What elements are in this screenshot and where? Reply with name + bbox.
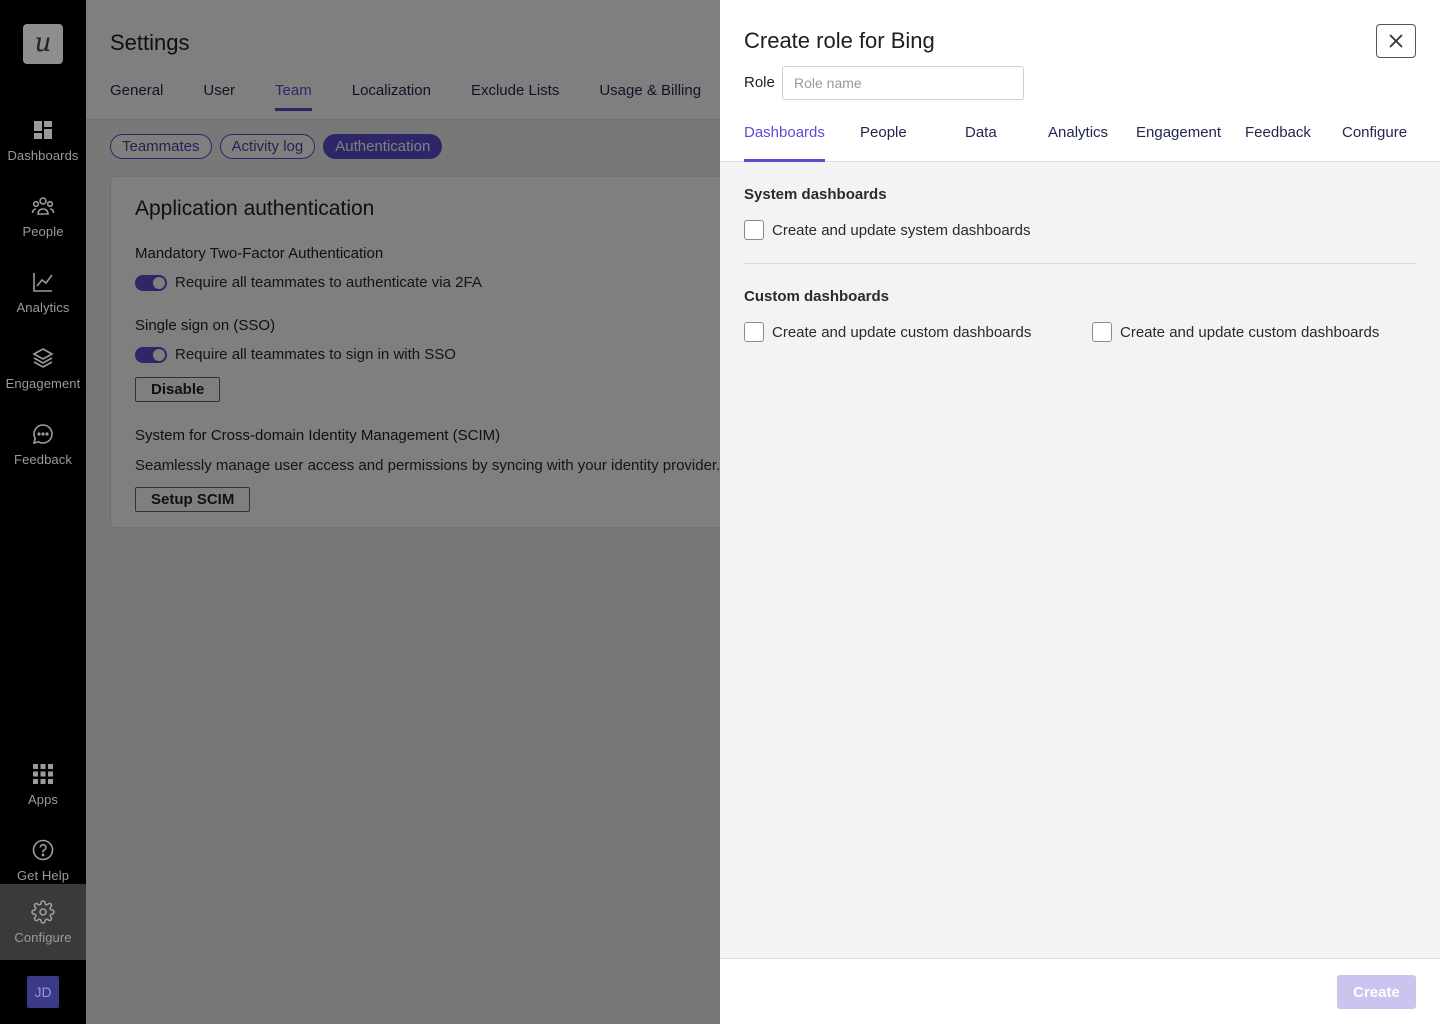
sidebar — [0, 0, 86, 1024]
system-dashboards-option[interactable] — [744, 220, 1031, 240]
tab-feedback[interactable]: Feedback — [1245, 124, 1311, 141]
drawer-footer — [720, 958, 1440, 1024]
sidebar-item-dashboards[interactable] — [0, 102, 86, 178]
create-role-drawer — [720, 0, 1440, 1024]
permission-tabs — [720, 124, 1440, 162]
dashboard-icon — [31, 118, 55, 142]
sidebar-item-label: Apps — [27, 791, 59, 807]
sidebar-item-label: Get Help — [16, 867, 70, 883]
tab-engagement[interactable]: Engagement — [1136, 124, 1222, 141]
custom-dashboards-option[interactable] — [744, 322, 1031, 342]
create-button[interactable]: Create — [1337, 975, 1416, 1009]
sidebar-item-label: Configure — [14, 929, 72, 945]
sidebar-item-label: Engagement — [5, 375, 81, 391]
chat-icon — [31, 422, 55, 446]
userpilot-logo[interactable]: u — [23, 24, 63, 64]
drawer-title: Create role for Bing — [744, 28, 935, 53]
gear-icon — [31, 900, 55, 924]
tab-data[interactable]: Data — [965, 124, 997, 141]
checkbox[interactable] — [744, 220, 764, 240]
drawer-header — [720, 0, 1440, 162]
custom-dashboards-title: Custom dashboards — [744, 288, 890, 305]
help-icon — [31, 838, 55, 862]
sidebar-item-people[interactable] — [0, 178, 86, 254]
system-dashboards-title: System dashboards — [744, 186, 887, 203]
modal-backdrop[interactable] — [86, 0, 720, 1024]
people-icon — [31, 194, 55, 218]
checkbox-label: Create and update custom dashboards — [772, 323, 1032, 341]
sidebar-item-label: Feedback — [14, 451, 72, 467]
grid-icon — [31, 762, 55, 786]
tab-analytics[interactable]: Analytics — [1048, 124, 1109, 141]
checkbox[interactable] — [1092, 322, 1112, 342]
checkbox-label: Create and update custom dashboards — [1120, 323, 1380, 341]
checkbox-label: Create and update system dashboards — [772, 221, 1031, 239]
analytics-icon — [31, 270, 55, 294]
tab-configure[interactable]: Configure — [1342, 124, 1408, 141]
layers-icon — [31, 346, 55, 370]
sidebar-item-label: Dashboards — [7, 147, 79, 163]
divider — [744, 263, 1416, 264]
sidebar-item-analytics[interactable] — [0, 254, 86, 330]
custom-dashboards-option[interactable] — [1092, 322, 1379, 342]
close-icon — [1388, 33, 1404, 49]
sidebar-item-label: People — [22, 223, 64, 239]
checkbox[interactable] — [744, 322, 764, 342]
sidebar-item-configure[interactable] — [0, 884, 86, 960]
close-button[interactable] — [1376, 24, 1416, 58]
role-name-input[interactable] — [782, 66, 1024, 100]
sidebar-item-engagement[interactable] — [0, 330, 86, 406]
sidebar-item-feedback[interactable] — [0, 406, 86, 482]
tab-people[interactable]: People — [860, 124, 907, 141]
role-label: Role — [744, 74, 775, 91]
sidebar-item-apps[interactable] — [0, 746, 86, 822]
avatar[interactable]: JD — [27, 976, 59, 1008]
tab-dashboards[interactable]: Dashboards — [744, 124, 825, 162]
sidebar-item-label: Analytics — [16, 299, 70, 315]
